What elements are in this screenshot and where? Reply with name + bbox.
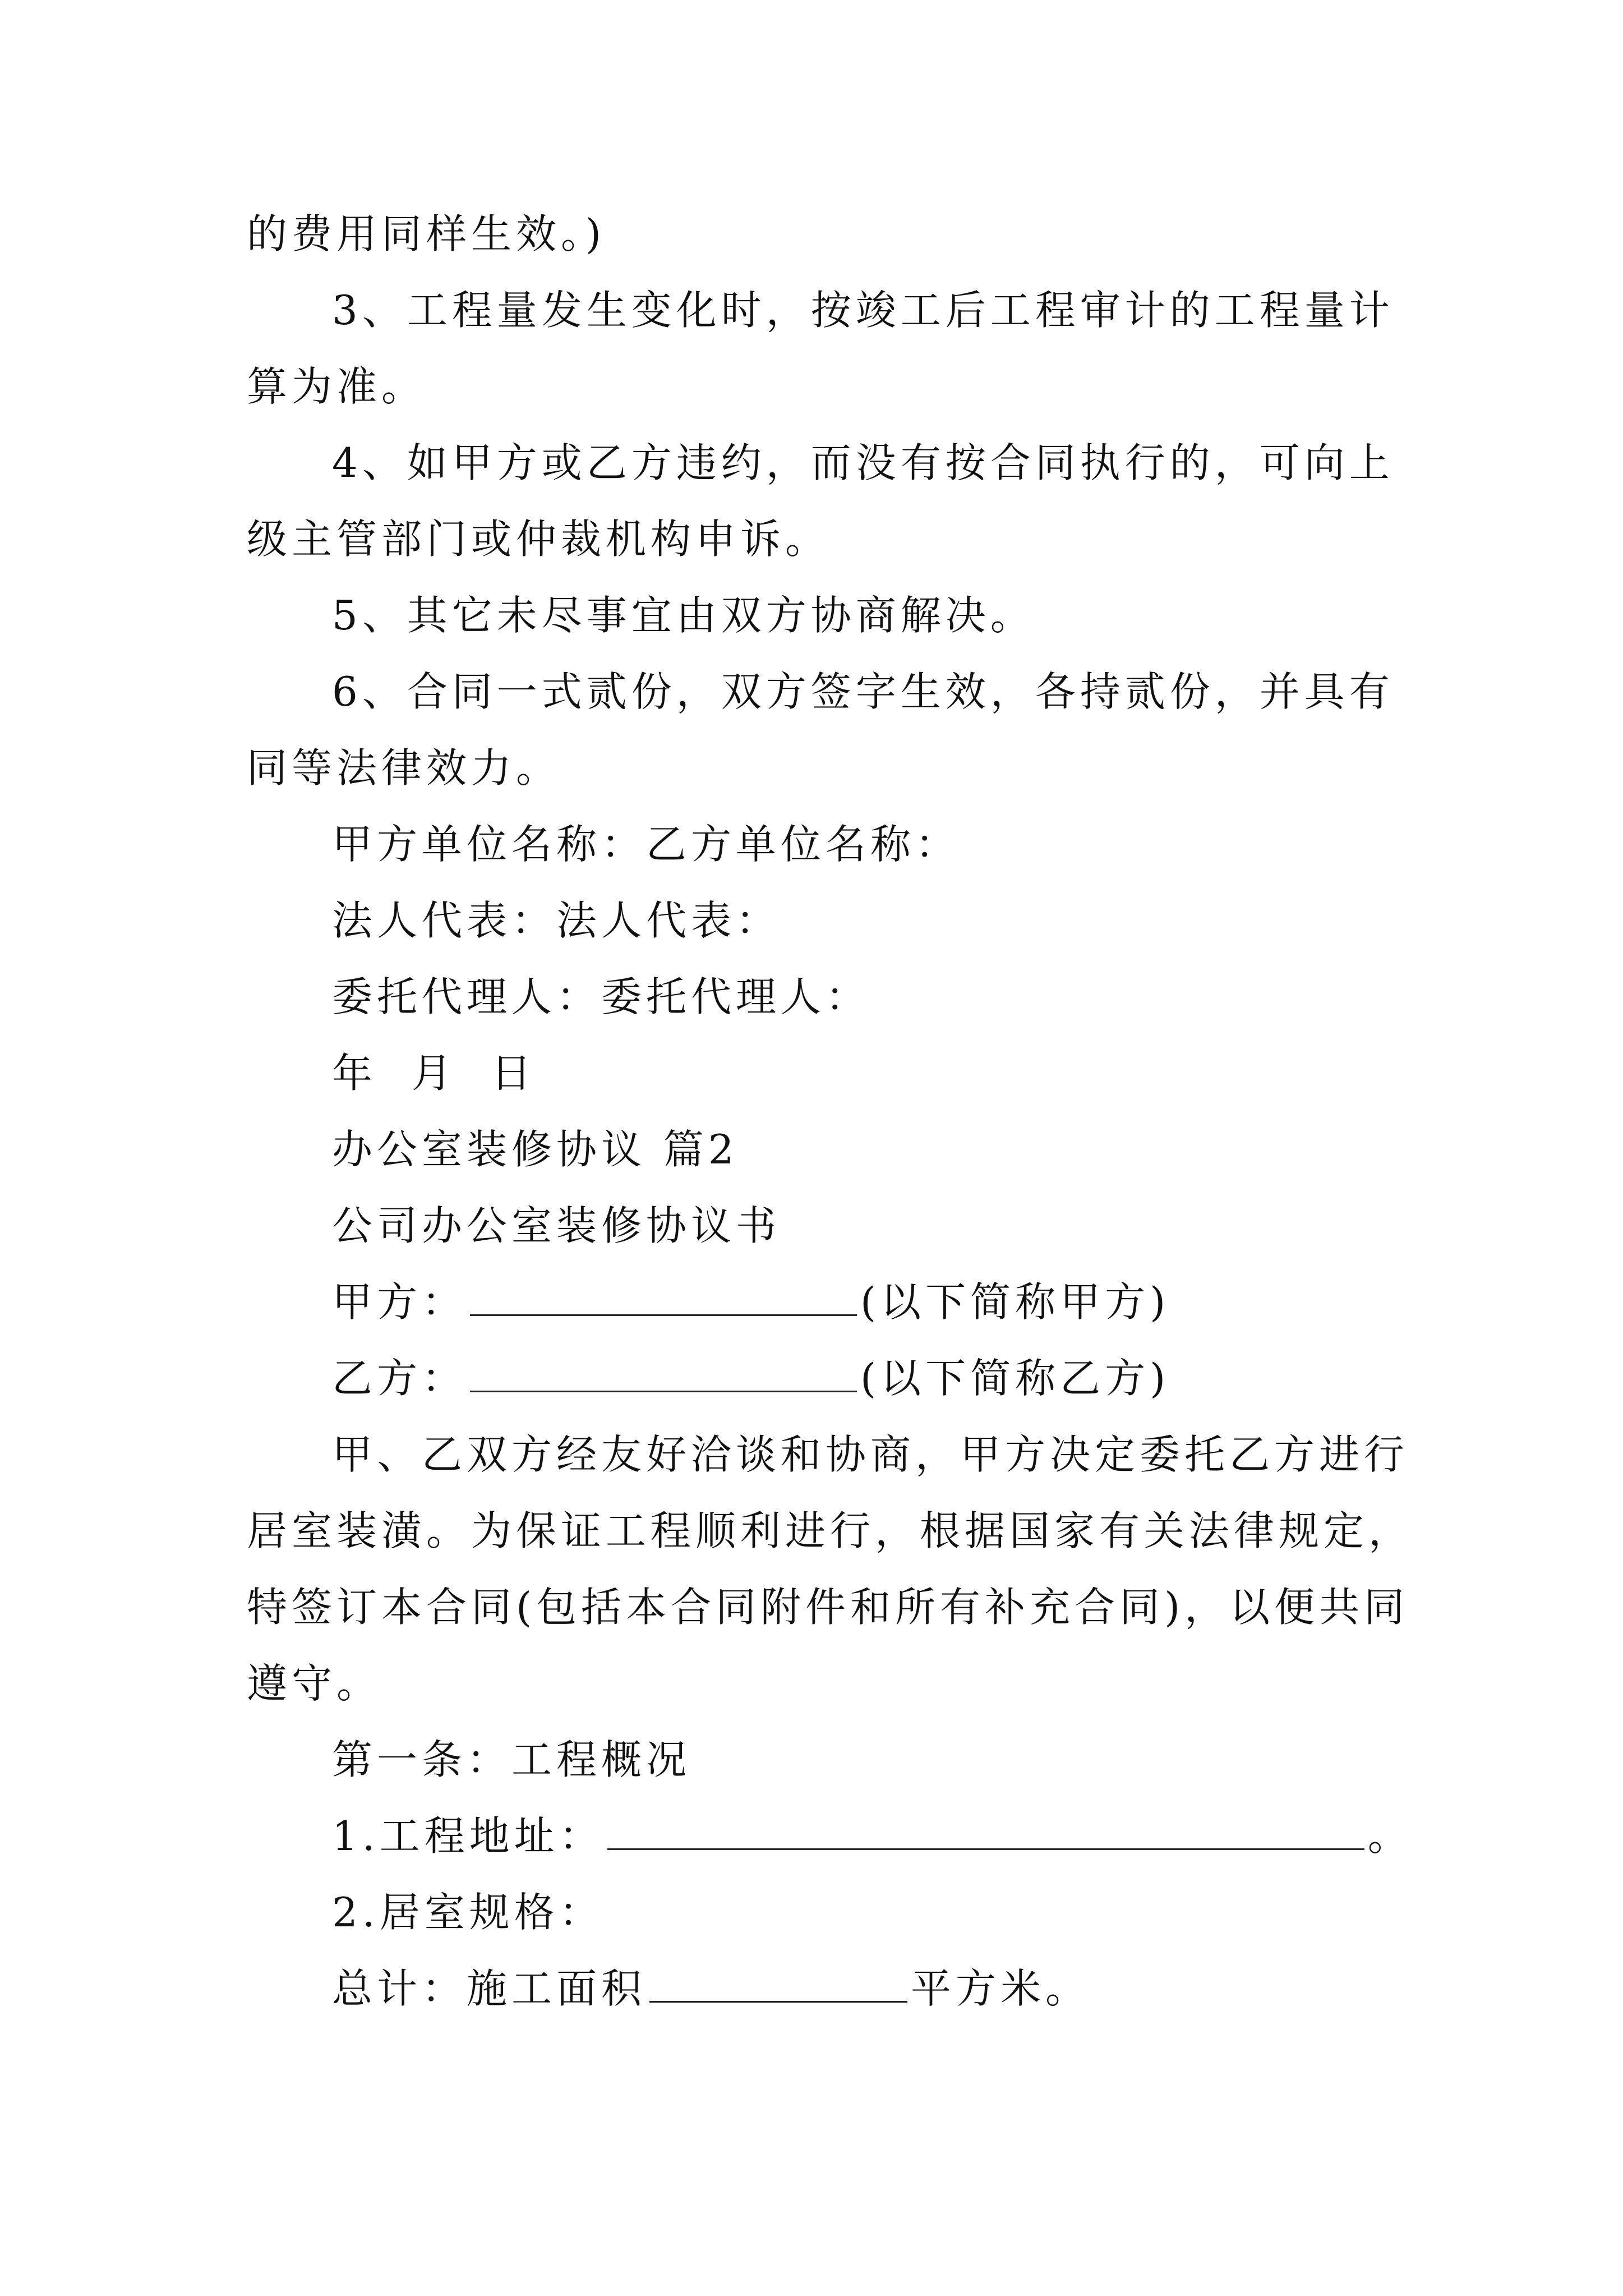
paragraph-line: 特签订本合同(包括本合同附件和所有补充合同)，以便共同 (247, 1584, 1409, 1631)
paragraph-line: 3、工程量发生变化时，按竣工后工程审计的工程量计 (332, 287, 1394, 334)
paragraph-line: 甲、乙双方经友好洽谈和协商，甲方决定委托乙方进行 (332, 1431, 1409, 1478)
paragraph-line: 4、如甲方或乙方违约，而没有按合同执行的，可向上 (332, 439, 1394, 486)
signature-date: 年 月 日 (332, 1050, 536, 1097)
party-b-suffix: (以下简称乙方) (860, 1355, 1170, 1402)
party-b-label: 乙方： (332, 1355, 467, 1402)
paragraph-line: 级主管部门或仲裁机构申诉。 (247, 516, 831, 563)
section-heading: 办公室装修协议 篇2 (332, 1126, 739, 1173)
party-a-blank[interactable] (470, 1283, 857, 1316)
paragraph-line: 6、合同一式贰份，双方签字生效，各持贰份，并具有 (332, 668, 1394, 715)
paragraph-line: 算为准。 (247, 363, 427, 410)
party-a-suffix: (以下简称甲方) (860, 1278, 1170, 1326)
paragraph-line: 5、其它未尽事宜由双方协商解决。 (332, 592, 1035, 639)
party-b-line (332, 1353, 1170, 1404)
signature-agent: 委托代理人：委托代理人： (332, 973, 871, 1020)
paragraph-line: 居室装潢。为保证工程顺利进行，根据国家有关法律规定， (247, 1507, 1414, 1554)
party-a-label: 甲方： (332, 1278, 467, 1326)
paragraph-line: 遵守。 (247, 1660, 382, 1707)
article-heading: 第一条：工程概况 (332, 1736, 691, 1783)
party-a-line (332, 1277, 1170, 1327)
total-line (332, 1963, 1090, 2014)
address-suffix: 。 (1367, 1812, 1413, 1860)
document-title: 公司办公室装修协议书 (332, 1202, 781, 1249)
party-b-blank[interactable] (470, 1359, 857, 1392)
total-suffix: 平方米。 (911, 1965, 1091, 2012)
area-blank[interactable] (649, 1970, 907, 2003)
spec-line: 2.居室规格： (332, 1889, 604, 1936)
signature-party-names: 甲方单位名称：乙方单位名称： (332, 821, 961, 868)
paragraph-line: 同等法律效力。 (247, 744, 561, 792)
address-line (332, 1811, 1413, 1861)
paragraph-line: 的费用同样生效。) (247, 210, 606, 257)
address-label: 1.工程地址： (332, 1812, 604, 1860)
total-label: 总计：施工面积 (332, 1965, 647, 2012)
signature-legal-rep: 法人代表：法人代表： (332, 897, 781, 944)
address-blank[interactable] (607, 1817, 1364, 1850)
